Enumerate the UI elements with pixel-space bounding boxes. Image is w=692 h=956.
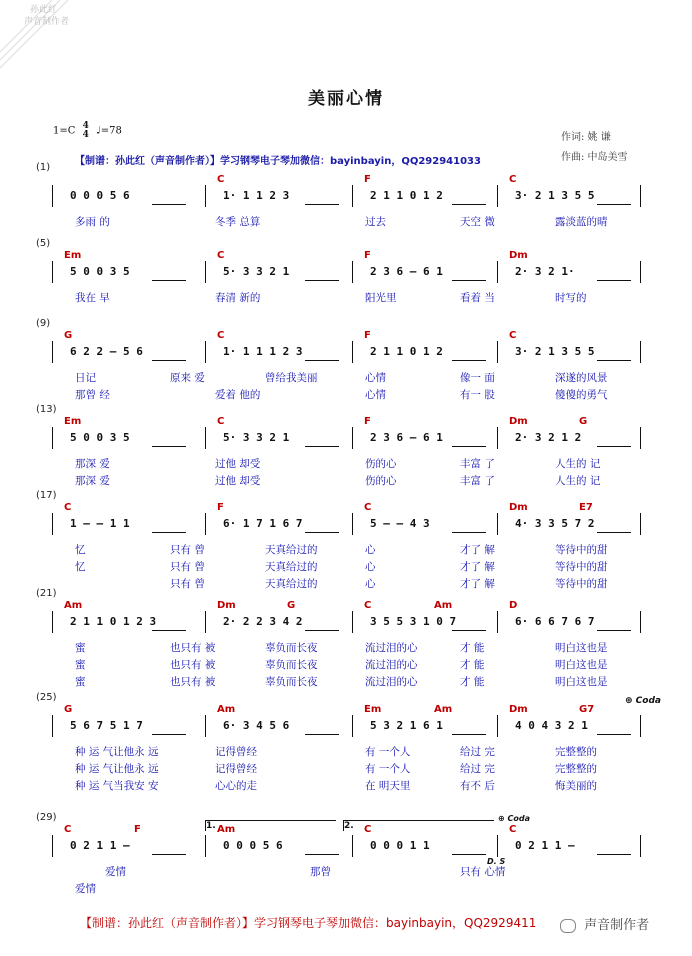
chord-label: Dm	[509, 704, 528, 715]
lyric: 记得曾经	[215, 763, 257, 775]
top-banner: 【制谱：孙此红（声音制作者）】学习钢琴电子琴加微信：bayinbayin，QQ292941033	[75, 156, 481, 167]
lyric: 伤的心	[365, 458, 397, 470]
beam-line	[305, 204, 339, 205]
lyric: 流过泪的心	[365, 642, 418, 654]
lyric: 蜜	[75, 642, 86, 654]
song-title: 美丽心情	[308, 89, 384, 109]
chord-label: Em	[64, 416, 82, 427]
chord-label: Em	[364, 704, 382, 715]
lyric: 看着 当	[460, 292, 495, 304]
lyric: 天真给过的	[265, 544, 318, 556]
lyric: 有一 股	[460, 389, 495, 401]
publisher-mark	[560, 914, 649, 933]
barline	[352, 427, 353, 449]
lyric: 心心的走	[215, 780, 257, 792]
lyric: 过他 却受	[215, 458, 261, 470]
lyric: 才了 解	[460, 561, 495, 573]
measure-notes: 5 – – 4 3	[370, 517, 430, 530]
barline	[205, 611, 206, 633]
measure-notes: 3· 2 1 3 5 5	[515, 345, 595, 358]
lyric: 才了 解	[460, 544, 495, 556]
beam-line	[305, 280, 339, 281]
chord-label: G	[64, 330, 73, 341]
chord-label: F	[364, 416, 371, 427]
lyric: 有 一个人	[365, 763, 411, 775]
barline	[205, 185, 206, 207]
chord-label: C	[217, 250, 225, 261]
lyric: 时写的	[555, 292, 587, 304]
chord-label: Dm	[509, 502, 528, 513]
barline	[52, 715, 53, 737]
barline	[205, 341, 206, 363]
beam-line	[152, 734, 186, 735]
beam-line	[305, 446, 339, 447]
barline	[52, 611, 53, 633]
system-number: (9)	[36, 318, 51, 329]
lyric: 流过泪的心	[365, 676, 418, 688]
chord-label: Am	[217, 824, 236, 835]
lyric: 也只有 被	[170, 676, 216, 688]
lyric: 阳光里	[365, 292, 397, 304]
lyric: 丰富 了	[460, 458, 495, 470]
end-barline	[640, 835, 641, 857]
measure-notes: 5· 3 3 2 1	[223, 431, 290, 444]
barline	[352, 185, 353, 207]
chord-label: Am	[434, 704, 453, 715]
lyric: 种 运 气当我安 安	[75, 780, 159, 792]
lyric: 辜负而长夜	[265, 642, 318, 654]
publisher-name: 声音制作者	[584, 918, 650, 933]
lyric: 曾给我美丽	[265, 372, 318, 384]
system-number: (25)	[36, 692, 57, 703]
measure-notes: 3 5 5 3 1 0 7	[370, 615, 457, 628]
barline	[497, 715, 498, 737]
beam-line	[305, 854, 339, 855]
chord-label: C	[509, 330, 517, 341]
lyric: 天真给过的	[265, 578, 318, 590]
measure-notes: 4· 3 3 5 7 2	[515, 517, 595, 530]
barline	[497, 513, 498, 535]
end-barline	[640, 427, 641, 449]
measure-notes: 2· 2 2 3 4 2	[223, 615, 303, 628]
lyric: 只有 曾	[170, 578, 205, 590]
volta-2: 2.	[343, 820, 494, 831]
barline	[52, 185, 53, 207]
barline	[352, 835, 353, 857]
beam-line	[152, 446, 186, 447]
measure-notes: 2· 3 2 1·	[515, 265, 575, 278]
lyric: 心	[365, 544, 376, 556]
lyric: 辜负而长夜	[265, 659, 318, 671]
beam-line	[152, 532, 186, 533]
beam-line	[152, 854, 186, 855]
lyric: 过去	[365, 216, 386, 228]
chord-label: G	[579, 416, 588, 427]
barline	[205, 835, 206, 857]
lyric: 原来 爱	[170, 372, 205, 384]
barline	[497, 611, 498, 633]
barline	[205, 715, 206, 737]
lyric: 只有 曾	[170, 561, 205, 573]
lyric: 明白这也是	[555, 642, 608, 654]
beam-line	[452, 734, 486, 735]
chord-label: Dm	[509, 250, 528, 261]
watermark-line-2: 声音制作者	[24, 17, 70, 27]
lyric: 悔美丽的	[555, 780, 597, 792]
lyricist-credit: 作词: 姚 谦	[561, 132, 611, 143]
barline	[352, 611, 353, 633]
chord-label: C	[64, 502, 72, 513]
lyric: 我在 早	[75, 292, 110, 304]
beam-line	[452, 630, 486, 631]
beam-line	[152, 630, 186, 631]
beam-line	[452, 532, 486, 533]
end-barline	[640, 261, 641, 283]
barline	[352, 261, 353, 283]
lyric: 多雨 的	[75, 216, 110, 228]
wechat-icon	[560, 919, 576, 933]
lyric: 才 能	[460, 676, 485, 688]
time-top: 4	[82, 121, 89, 131]
end-barline	[640, 513, 641, 535]
lyric: 流过泪的心	[365, 659, 418, 671]
beam-line	[452, 446, 486, 447]
barline	[52, 341, 53, 363]
beam-line	[597, 854, 631, 855]
measure-notes: 1· 1 1 1 2 3	[223, 345, 303, 358]
lyric: 爱情	[105, 866, 126, 878]
key-text: 1=C	[53, 125, 76, 137]
lyric: 天真给过的	[265, 561, 318, 573]
measure-notes: 2 1 1 0 1 2	[370, 189, 443, 202]
chord-label: C	[509, 174, 517, 185]
lyric: 爱着 他的	[215, 389, 261, 401]
lyric: 等待中的甜	[555, 578, 608, 590]
beam-line	[452, 854, 486, 855]
measure-notes: 1 – – 1 1	[70, 517, 130, 530]
measure-notes: 6· 1 7 1 6 7	[223, 517, 303, 530]
lyric: 明白这也是	[555, 676, 608, 688]
barline	[497, 185, 498, 207]
lyric: 才 能	[460, 642, 485, 654]
beam-line	[305, 360, 339, 361]
chord-label: E7	[579, 502, 593, 513]
barline	[497, 341, 498, 363]
lyric: 丰富 了	[460, 475, 495, 487]
barline	[497, 835, 498, 857]
key-signature	[53, 122, 122, 140]
system-number: (1)	[36, 162, 51, 173]
lyric: 那深 爱	[75, 458, 110, 470]
measure-notes: 0 0 0 1 1	[370, 839, 430, 852]
lyric: 那曾 经	[75, 389, 110, 401]
lyric: 蜜	[75, 659, 86, 671]
measure-notes: 5 3 2 1 6 1	[370, 719, 443, 732]
lyric: 过他 却受	[215, 475, 261, 487]
chord-label: Em	[64, 250, 82, 261]
lyric: 记得曾经	[215, 746, 257, 758]
beam-line	[305, 734, 339, 735]
barline	[352, 715, 353, 737]
barline	[497, 427, 498, 449]
lyric: 也只有 被	[170, 659, 216, 671]
barline	[52, 835, 53, 857]
chord-label: Am	[64, 600, 83, 611]
lyric: 傻傻的勇气	[555, 389, 608, 401]
chord-label: F	[217, 502, 224, 513]
barline	[205, 513, 206, 535]
beam-line	[597, 446, 631, 447]
lyric: 明白这也是	[555, 659, 608, 671]
beam-line	[597, 734, 631, 735]
coda-label: ⊕ Coda	[625, 696, 661, 706]
measure-notes: 0 2 1 1 –	[70, 839, 130, 852]
end-barline	[640, 341, 641, 363]
lyric: 冬季 总算	[215, 216, 261, 228]
barline	[352, 341, 353, 363]
system-number: (21)	[36, 588, 57, 599]
chord-label: F	[134, 824, 141, 835]
barline	[52, 427, 53, 449]
beam-line	[152, 280, 186, 281]
volta-1: 1.	[205, 820, 336, 831]
measure-notes: 2 3 6 – 6 1	[370, 431, 443, 444]
beam-line	[305, 532, 339, 533]
barline	[205, 427, 206, 449]
chord-label: C	[509, 824, 517, 835]
lyric: 等待中的甜	[555, 544, 608, 556]
measure-notes: 0 2 1 1 –	[515, 839, 575, 852]
measure-notes: 3· 2 1 3 5 5	[515, 189, 595, 202]
beam-line	[305, 630, 339, 631]
lyric: 有 一个人	[365, 746, 411, 758]
lyric: 那曾	[310, 866, 331, 878]
measure-notes: 6 2 2 – 5 6	[70, 345, 143, 358]
lyric: 那深 爱	[75, 475, 110, 487]
end-barline	[640, 611, 641, 633]
chord-label: G	[287, 600, 296, 611]
ds-mark: D. S	[487, 857, 506, 866]
measure-notes: 5 6 7 5 1 7	[70, 719, 143, 732]
measure-notes: 5 0 0 3 5	[70, 265, 130, 278]
lyric: 只有 心情	[460, 866, 506, 878]
chord-label: C	[217, 174, 225, 185]
lyric: 伤的心	[365, 475, 397, 487]
lyric: 心情	[365, 389, 386, 401]
measure-notes: 2 1 1 0 1 2	[370, 345, 443, 358]
measure-notes: 1· 1 1 2 3	[223, 189, 290, 202]
lyric: 蜜	[75, 676, 86, 688]
chord-label: F	[364, 250, 371, 261]
lyric: 等待中的甜	[555, 561, 608, 573]
lyric: 日记	[75, 372, 96, 384]
chord-label: C	[217, 416, 225, 427]
lyric: 深遂的风景	[555, 372, 608, 384]
lyric: 心	[365, 578, 376, 590]
lyric: 春清 新的	[215, 292, 261, 304]
end-barline	[640, 185, 641, 207]
end-barline	[640, 715, 641, 737]
chord-label: F	[364, 330, 371, 341]
chord-label: Am	[434, 600, 453, 611]
chord-label: C	[364, 600, 372, 611]
lyric: 种 运 气让他永 远	[75, 746, 159, 758]
lyric: 心	[365, 561, 376, 573]
beam-line	[152, 204, 186, 205]
lyric: 忆	[75, 544, 86, 556]
lyric: 给过 完	[460, 746, 495, 758]
lyric: 像一 面	[460, 372, 495, 384]
lyric: 忆	[75, 561, 86, 573]
measure-notes: 0 0 0 5 6	[70, 189, 130, 202]
composer-credit: 作曲: 中岛美雪	[561, 152, 628, 163]
time-signature	[83, 122, 89, 140]
system-number: (13)	[36, 404, 57, 415]
tempo: ♩=78	[96, 125, 122, 137]
measure-notes: 2 1 1 0 1 2 3	[70, 615, 157, 628]
beam-line	[452, 280, 486, 281]
lyric: 只有 曾	[170, 544, 205, 556]
measure-notes: 5 0 0 3 5	[70, 431, 130, 444]
watermark-line-1: 孙此红	[30, 5, 58, 15]
lyric: 种 运 气让他永 远	[75, 763, 159, 775]
lyric: 爱情	[75, 883, 96, 895]
lyric: 辜负而长夜	[265, 676, 318, 688]
lyric: 完整整的	[555, 763, 597, 775]
chord-label: D	[509, 600, 518, 611]
beam-line	[152, 360, 186, 361]
chord-label: G	[64, 704, 73, 715]
system-number: (5)	[36, 238, 51, 249]
coda-mark: ⊕ Coda	[498, 814, 530, 823]
lyric: 也只有 被	[170, 642, 216, 654]
lyric: 心情	[365, 372, 386, 384]
lyric: 天空 微	[460, 216, 495, 228]
barline	[52, 261, 53, 283]
system-number: (29)	[36, 812, 57, 823]
measure-notes: 2· 3 2 1 2	[515, 431, 582, 444]
beam-line	[597, 280, 631, 281]
beam-line	[597, 630, 631, 631]
lyric: 人生的 记	[555, 475, 601, 487]
lyric: 才了 解	[460, 578, 495, 590]
chord-label: C	[64, 824, 72, 835]
lyric: 在 明天里	[365, 780, 411, 792]
barline	[52, 513, 53, 535]
beam-line	[597, 204, 631, 205]
beam-line	[452, 360, 486, 361]
lyric: 才 能	[460, 659, 485, 671]
chord-label: C	[364, 824, 372, 835]
bottom-banner: 【制谱：孙此红（声音制作者）】学习钢琴电子琴加微信：bayinbayin，QQ2929411	[80, 916, 537, 930]
barline	[497, 261, 498, 283]
lyric: 有不 后	[460, 780, 495, 792]
barline	[205, 261, 206, 283]
chord-label: C	[364, 502, 372, 513]
lyric: 露淡蓝的晴	[555, 216, 608, 228]
measure-notes: 5· 3 3 2 1	[223, 265, 290, 278]
beam-line	[597, 360, 631, 361]
chord-label: Dm	[509, 416, 528, 427]
lyric: 完整整的	[555, 746, 597, 758]
measure-notes: 6· 6 6 7 6 7	[515, 615, 595, 628]
chord-label: Dm	[217, 600, 236, 611]
measure-notes: 4 0 4 3 2 1	[515, 719, 588, 732]
chord-label: F	[364, 174, 371, 185]
barline	[352, 513, 353, 535]
time-bottom: 4	[82, 130, 89, 140]
chord-label: Am	[217, 704, 236, 715]
lyric: 人生的 记	[555, 458, 601, 470]
watermark	[0, 0, 70, 70]
lyric: 给过 完	[460, 763, 495, 775]
measure-notes: 6· 3 4 5 6	[223, 719, 290, 732]
beam-line	[452, 204, 486, 205]
chord-label: G7	[579, 704, 595, 715]
system-number: (17)	[36, 490, 57, 501]
measure-notes: 0 0 0 5 6	[223, 839, 283, 852]
measure-notes: 2 3 6 – 6 1	[370, 265, 443, 278]
chord-label: C	[217, 330, 225, 341]
beam-line	[597, 532, 631, 533]
